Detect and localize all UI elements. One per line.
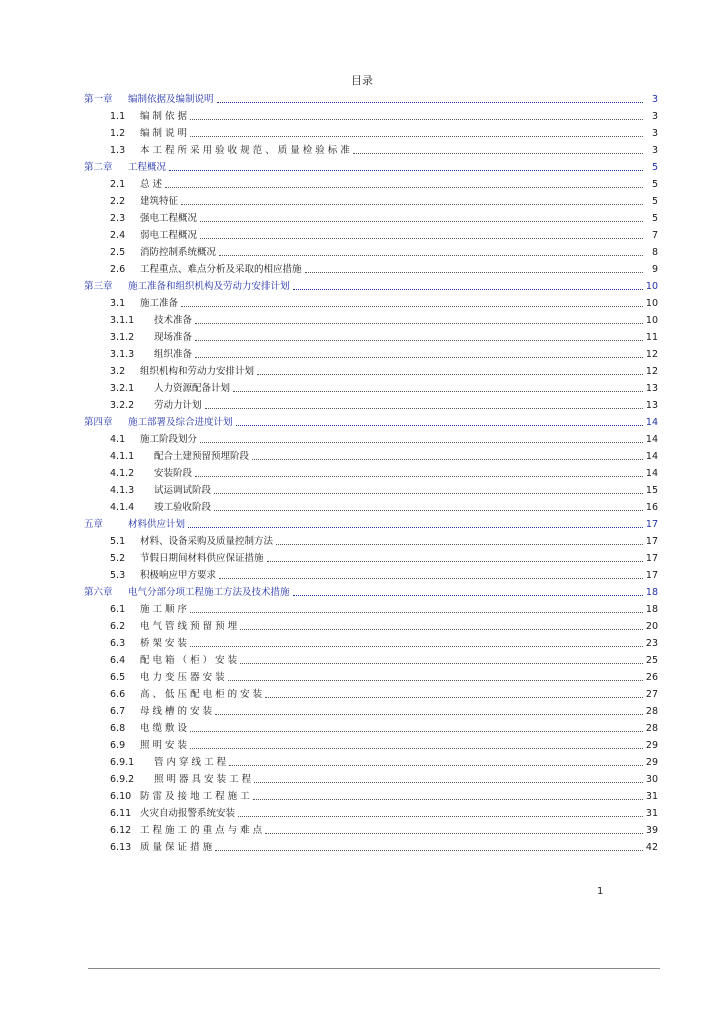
- toc-entry-page: 12: [645, 366, 658, 377]
- toc-section-entry[interactable]: [84, 429, 658, 446]
- toc-entry-page: 28: [645, 723, 658, 734]
- dot-leader: [165, 186, 643, 188]
- toc-entry-number: 6.6: [110, 689, 126, 700]
- toc-entry-page: 9: [651, 264, 658, 275]
- toc-entry-page: 15: [645, 485, 658, 496]
- toc-entry-title: 工程概况: [128, 162, 167, 173]
- toc-entry-number: 6.5: [110, 672, 126, 683]
- toc-entry-page: 28: [645, 706, 658, 717]
- toc-chapter-entry[interactable]: [84, 276, 658, 293]
- toc-entry-number: 2.6: [110, 264, 126, 275]
- toc-section-entry[interactable]: [84, 616, 658, 633]
- toc-entry-title: 本 工 程 所 采 用 验 收 规 范 、 质 量 检 验 标 准: [140, 145, 350, 156]
- toc-entry-number: 6.13: [110, 842, 132, 853]
- toc-entry-title: 组织准备: [154, 349, 193, 360]
- dot-leader: [252, 458, 643, 460]
- toc-entry-page: 5: [651, 213, 658, 224]
- toc-section-entry[interactable]: [84, 480, 658, 497]
- toc-section-entry[interactable]: [84, 769, 658, 786]
- toc-entry-page: 27: [645, 689, 658, 700]
- toc-entry-number: 6.8: [110, 723, 126, 734]
- toc-entry-number: 3.1.3: [110, 349, 135, 360]
- toc-entry-title: 施工部署及综合进度计划: [128, 417, 233, 428]
- toc-entry-page: 10: [645, 281, 658, 292]
- toc-section-entry[interactable]: [84, 650, 658, 667]
- toc-entry-number: 6.2: [110, 621, 126, 632]
- toc-entry-page: 13: [645, 400, 658, 411]
- toc-entry-title: 安装阶段: [154, 468, 193, 479]
- dot-leader: [265, 832, 643, 834]
- toc-entry-number: 五章: [84, 519, 104, 530]
- toc-entry-page: 17: [645, 536, 658, 547]
- dot-leader: [215, 713, 643, 715]
- dot-leader: [267, 560, 643, 562]
- toc-chapter-entry[interactable]: [84, 157, 658, 174]
- toc-entry-page: 20: [645, 621, 658, 632]
- toc-entry-title: 施工准备: [140, 298, 179, 309]
- dot-leader: [190, 730, 643, 732]
- dot-leader: [236, 424, 643, 426]
- toc-entry-title: 电气分部分项工程施工方法及技术措施: [128, 587, 290, 598]
- toc-entry-number: 4.1: [110, 434, 126, 445]
- toc-entry-title: 母 线 槽 的 安 装: [140, 706, 213, 717]
- toc-section-entry[interactable]: [84, 310, 658, 327]
- toc-entry-number: 6.10: [110, 791, 132, 802]
- toc-entry-page: 5: [651, 179, 658, 190]
- page-number: 1: [597, 886, 604, 897]
- dot-leader: [190, 135, 643, 137]
- toc-entry-title: 技术准备: [154, 315, 193, 326]
- toc-entry-number: 6.1: [110, 604, 126, 615]
- toc-entry-number: 2.5: [110, 247, 126, 258]
- toc-entry-number: 3.2.1: [110, 383, 135, 394]
- dot-leader: [195, 475, 643, 477]
- toc-entry-page: 23: [645, 638, 658, 649]
- toc-section-entry[interactable]: [84, 752, 658, 769]
- toc-section-entry[interactable]: [84, 786, 658, 803]
- toc-section-entry[interactable]: [84, 684, 658, 701]
- toc-entry-number: 1.2: [110, 128, 126, 139]
- toc-entry-page: 5: [651, 196, 658, 207]
- toc-entry-page: 3: [651, 128, 658, 139]
- toc-entry-title: 试运调试阶段: [154, 485, 212, 496]
- toc-entry-title: 劳动力计划: [154, 400, 202, 411]
- toc-section-entry[interactable]: [84, 803, 658, 820]
- dot-leader: [305, 271, 643, 273]
- toc-entry-number: 5.3: [110, 570, 126, 581]
- dot-leader: [265, 696, 643, 698]
- toc-section-entry[interactable]: [84, 208, 658, 225]
- toc-entry-title: 组织机构和劳动力安排计划: [140, 366, 255, 377]
- toc-section-entry[interactable]: [84, 667, 658, 684]
- toc-entry-page: 7: [651, 230, 658, 241]
- toc-section-entry[interactable]: [84, 718, 658, 735]
- toc-entry-title: 消防控制系统概况: [140, 247, 217, 258]
- toc-entry-number: 第二章: [84, 162, 113, 173]
- dot-leader: [219, 254, 643, 256]
- footer-divider: [88, 968, 660, 969]
- dot-leader: [181, 305, 643, 307]
- dot-leader: [214, 492, 643, 494]
- dot-leader: [190, 747, 643, 749]
- toc-section-entry[interactable]: [84, 242, 658, 259]
- toc-entry-number: 5.2: [110, 553, 126, 564]
- toc-entry-page: 5: [651, 162, 658, 173]
- toc-section-entry[interactable]: [84, 191, 658, 208]
- toc-entry-number: 6.9.2: [110, 774, 135, 785]
- dot-leader: [240, 628, 643, 630]
- dot-leader: [190, 611, 643, 613]
- dot-leader: [215, 849, 643, 851]
- toc-entry-number: 3.1.2: [110, 332, 135, 343]
- dot-leader: [190, 645, 643, 647]
- dot-leader: [238, 815, 643, 817]
- toc-entry-number: 第三章: [84, 281, 113, 292]
- toc-entry-number: 3.1: [110, 298, 126, 309]
- toc-entry-page: 14: [645, 451, 658, 462]
- toc-entry-page: 31: [645, 808, 658, 819]
- toc-entry-number: 6.9.1: [110, 757, 135, 768]
- toc-entry-title: 防 雷 及 接 地 工 程 施 工: [140, 791, 250, 802]
- dot-leader: [257, 373, 643, 375]
- toc-chapter-entry[interactable]: [84, 582, 658, 599]
- toc-entry-page: 17: [645, 553, 658, 564]
- toc-entry-title: 人力资源配备计划: [154, 383, 231, 394]
- toc-section-entry[interactable]: [84, 735, 658, 752]
- toc-entry-title: 积极响应甲方要求: [140, 570, 217, 581]
- toc-entry-number: 第六章: [84, 587, 113, 598]
- toc-section-entry[interactable]: [84, 701, 658, 718]
- toc-entry-number: 4.1.3: [110, 485, 135, 496]
- toc-entry-title: 材料供应计划: [128, 519, 186, 530]
- toc-section-entry[interactable]: [84, 106, 658, 123]
- toc-entry-page: 26: [645, 672, 658, 683]
- toc-section-entry[interactable]: [84, 140, 658, 157]
- toc-entry-title: 施工准备和组织机构及劳动力安排计划: [128, 281, 290, 292]
- toc-section-entry[interactable]: [84, 293, 658, 310]
- toc-entry-title: 现场准备: [154, 332, 193, 343]
- dot-leader: [228, 679, 643, 681]
- toc-entry-title: 桥 架 安 装: [140, 638, 188, 649]
- toc-entry-page: 11: [645, 332, 658, 343]
- toc-entry-title: 强电工程概况: [140, 213, 198, 224]
- toc-entry-title: 编 制 依 据: [140, 111, 188, 122]
- toc-entry-title: 工 程 施 工 的 重 点 与 难 点: [140, 825, 263, 836]
- toc-entry-title: 竣工验收阶段: [154, 502, 212, 513]
- toc-entry-number: 2.4: [110, 230, 126, 241]
- toc-entry-page: 14: [645, 417, 658, 428]
- toc-entry-number: 4.1.1: [110, 451, 135, 462]
- toc-entry-page: 8: [651, 247, 658, 258]
- toc-chapter-entry[interactable]: [84, 89, 658, 106]
- toc-entry-number: 6.9: [110, 740, 126, 751]
- toc-entry-number: 4.1.4: [110, 502, 135, 513]
- toc-section-entry[interactable]: [84, 633, 658, 650]
- toc-section-entry[interactable]: [84, 395, 658, 412]
- toc-entry-title: 质 量 保 证 措 施: [140, 842, 213, 853]
- dot-leader: [190, 118, 643, 120]
- toc-entry-page: 13: [645, 383, 658, 394]
- toc-entry-title: 建筑特征: [140, 196, 179, 207]
- dot-leader: [195, 322, 643, 324]
- toc-entry-title: 照 明 器 具 安 装 工 程: [154, 774, 252, 785]
- toc-entry-title: 总 述: [140, 179, 163, 190]
- toc-entry-number: 5.1: [110, 536, 126, 547]
- toc-entry-page: 29: [645, 740, 658, 751]
- toc-entry-page: 18: [645, 604, 658, 615]
- toc-entry-page: 10: [645, 298, 658, 309]
- toc-entry-page: 10: [645, 315, 658, 326]
- toc-entry-title: 照 明 安 装: [140, 740, 188, 751]
- dot-leader: [353, 152, 643, 154]
- toc-entry-number: 4.1.2: [110, 468, 135, 479]
- toc-title: 目录: [351, 74, 373, 87]
- toc-entry-page: 18: [645, 587, 658, 598]
- toc-entry-number: 6.3: [110, 638, 126, 649]
- toc-entry-page: 31: [645, 791, 658, 802]
- toc-entry-title: 配合土建预留预埋阶段: [154, 451, 250, 462]
- toc-entry-title: 管 内 穿 线 工 程: [154, 757, 227, 768]
- dot-leader: [229, 764, 643, 766]
- toc-entry-number: 1.1: [110, 111, 126, 122]
- dot-leader: [217, 101, 643, 103]
- dot-leader: [293, 594, 643, 596]
- toc-entry-page: 14: [645, 434, 658, 445]
- toc-section-entry[interactable]: [84, 361, 658, 378]
- toc-entry-title: 电 力 变 压 器 安 装: [140, 672, 225, 683]
- toc-entry-title: 节假日期间材料供应保证措施: [140, 553, 264, 564]
- table-of-contents: [84, 89, 658, 854]
- toc-entry-page: 3: [651, 111, 658, 122]
- toc-entry-title: 配 电 箱 （ 柜 ） 安 装: [140, 655, 238, 666]
- dot-leader: [240, 662, 643, 664]
- toc-entry-number: 6.7: [110, 706, 126, 717]
- toc-entry-page: 3: [651, 94, 658, 105]
- dot-leader: [214, 509, 643, 511]
- dot-leader: [195, 339, 643, 341]
- dot-leader: [276, 543, 643, 545]
- toc-entry-page: 17: [645, 519, 658, 530]
- toc-section-entry[interactable]: [84, 599, 658, 616]
- toc-section-entry[interactable]: [84, 565, 658, 582]
- dot-leader: [219, 577, 643, 579]
- toc-entry-title: 施 工 顺 序: [140, 604, 188, 615]
- toc-entry-page: 12: [645, 349, 658, 360]
- toc-entry-title: 编制依据及编制说明: [128, 94, 214, 105]
- toc-entry-number: 2.2: [110, 196, 126, 207]
- toc-entry-number: 6.4: [110, 655, 126, 666]
- toc-entry-number: 3.1.1: [110, 315, 135, 326]
- toc-entry-page: 39: [645, 825, 658, 836]
- toc-entry-number: 2.3: [110, 213, 126, 224]
- dot-leader: [293, 288, 643, 290]
- toc-section-entry[interactable]: [84, 497, 658, 514]
- toc-entry-title: 弱电工程概况: [140, 230, 198, 241]
- toc-entry-page: 29: [645, 757, 658, 768]
- toc-entry-title: 材料、设备采购及质量控制方法: [140, 536, 274, 547]
- toc-entry-page: 16: [645, 502, 658, 513]
- toc-entry-number: 第四章: [84, 417, 113, 428]
- toc-section-entry[interactable]: [84, 548, 658, 565]
- toc-entry-title: 施工阶段划分: [140, 434, 198, 445]
- toc-section-entry[interactable]: [84, 531, 658, 548]
- toc-entry-page: 14: [645, 468, 658, 479]
- toc-section-entry[interactable]: [84, 463, 658, 480]
- toc-section-entry[interactable]: [84, 123, 658, 140]
- toc-entry-page: 3: [651, 145, 658, 156]
- dot-leader: [169, 169, 643, 171]
- toc-entry-number: 第一章: [84, 94, 113, 105]
- toc-section-entry[interactable]: [84, 174, 658, 191]
- toc-chapter-entry[interactable]: [84, 514, 658, 531]
- toc-section-entry[interactable]: [84, 259, 658, 276]
- toc-entry-page: 30: [645, 774, 658, 785]
- dot-leader: [233, 390, 643, 392]
- toc-chapter-entry[interactable]: [84, 412, 658, 429]
- toc-section-entry[interactable]: [84, 225, 658, 242]
- dot-leader: [253, 798, 643, 800]
- toc-entry-number: 2.1: [110, 179, 126, 190]
- toc-entry-page: 42: [645, 842, 658, 853]
- toc-entry-title: 电 气 管 线 预 留 预 埋: [140, 621, 238, 632]
- dot-leader: [188, 526, 643, 528]
- toc-entry-title: 高 、 低 压 配 电 柜 的 安 装: [140, 689, 263, 700]
- toc-entry-number: 3.2: [110, 366, 126, 377]
- toc-entry-number: 1.3: [110, 145, 126, 156]
- toc-entry-title: 编 制 说 明: [140, 128, 188, 139]
- toc-section-entry[interactable]: [84, 446, 658, 463]
- toc-entry-page: 17: [645, 570, 658, 581]
- toc-entry-title: 火灾自动报警系统安装: [140, 808, 236, 819]
- dot-leader: [200, 220, 643, 222]
- toc-section-entry[interactable]: [84, 344, 658, 361]
- toc-entry-page: 25: [645, 655, 658, 666]
- toc-entry-title: 电 缆 敷 设: [140, 723, 188, 734]
- toc-entry-number: 3.2.2: [110, 400, 135, 411]
- toc-entry-number: 6.12: [110, 825, 132, 836]
- toc-section-entry[interactable]: [84, 837, 658, 854]
- toc-entry-title: 工程重点、难点分析及采取的相应措施: [140, 264, 302, 275]
- toc-entry-number: 6.11: [110, 808, 132, 819]
- dot-leader: [205, 407, 643, 409]
- toc-section-entry[interactable]: [84, 820, 658, 837]
- dot-leader: [195, 356, 643, 358]
- dot-leader: [200, 441, 643, 443]
- toc-section-entry[interactable]: [84, 327, 658, 344]
- toc-section-entry[interactable]: [84, 378, 658, 395]
- dot-leader: [200, 237, 643, 239]
- dot-leader: [254, 781, 643, 783]
- dot-leader: [181, 203, 643, 205]
